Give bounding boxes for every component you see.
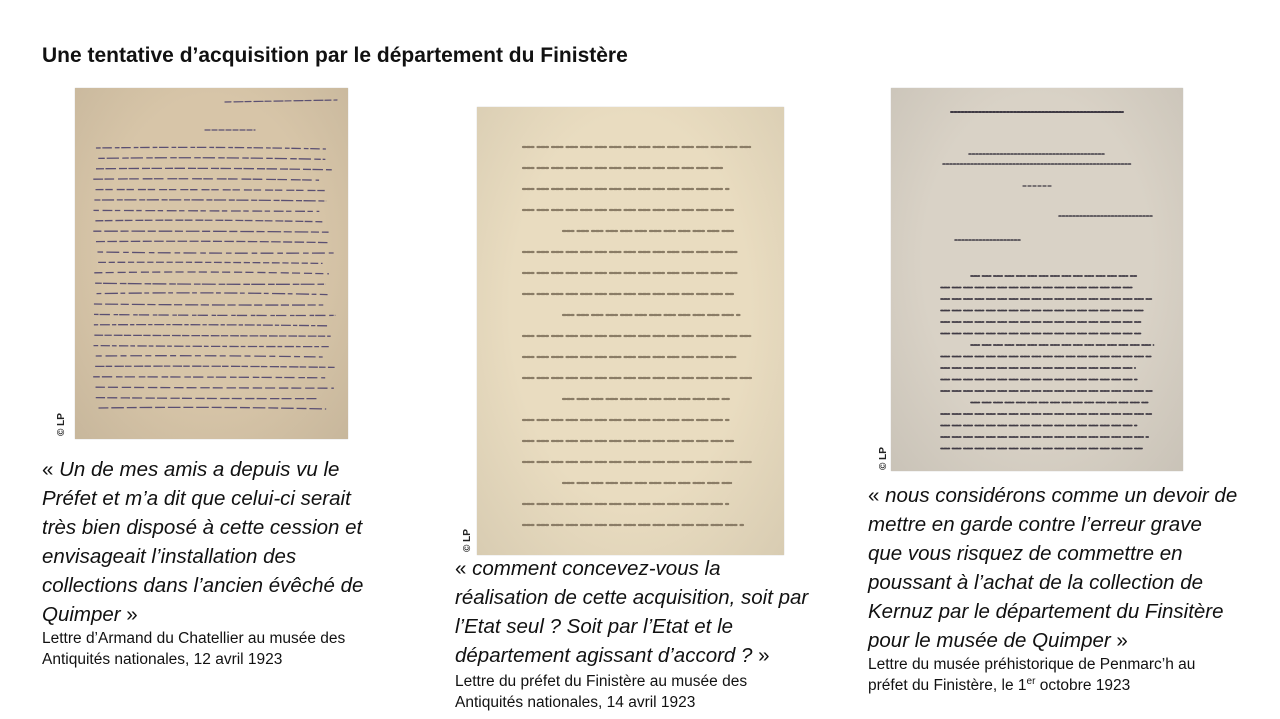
quote-open-mark: « bbox=[868, 484, 886, 507]
handwriting-stroke bbox=[94, 272, 329, 274]
handwriting-stroke bbox=[97, 293, 328, 295]
handwriting-stroke bbox=[93, 210, 319, 211]
handwriting-stroke bbox=[96, 147, 326, 149]
caption-line: Lettre d’Armand du Chatellier au musée des bbox=[42, 630, 346, 647]
photo-credit: © LP bbox=[878, 447, 889, 470]
handwriting-stroke bbox=[93, 231, 328, 232]
handwriting-stroke bbox=[98, 407, 326, 409]
handwriting-stroke bbox=[95, 283, 325, 284]
photo-credit: © LP bbox=[462, 529, 473, 552]
caption-line: Lettre du préfet du Finistère au musée des bbox=[455, 673, 748, 690]
letterhead-letter-image bbox=[891, 88, 1183, 471]
quote-text: comment concevez-vous la réalisation de cette acquisition, soit par l’Etat seul ? Soit par l’Etat et le département agissant d’accord ? bbox=[455, 557, 809, 667]
handwriting-stroke bbox=[96, 387, 334, 388]
handwriting-stroke bbox=[94, 335, 330, 336]
quote-close-mark: » bbox=[120, 603, 138, 626]
handwriting-stroke bbox=[93, 377, 325, 378]
handwriting-stroke bbox=[97, 252, 333, 253]
caption-line: Antiquités nationales, 14 avril 1923 bbox=[455, 694, 696, 711]
quote-text: nous considérons comme un devoir de mettre en garde contre l’erreur grave que vous risquez de commettre en poussant à l’achat de la collection de Kernuz par le département du Finsitère pour le musée de Quimper bbox=[868, 484, 1238, 652]
caption-line: préfet du Finistère, le 1er octobre 1923 bbox=[868, 675, 1131, 694]
handwriting-stroke bbox=[94, 346, 329, 347]
handwriting-stroke bbox=[94, 325, 327, 326]
handwriting-stroke bbox=[94, 314, 335, 315]
handwritten-letter-image bbox=[75, 88, 348, 439]
handwriting-stroke bbox=[93, 179, 319, 180]
slide-title: Une tentative d’acquisition par le département du Finistère bbox=[42, 44, 628, 67]
caption-musee-penmarch bbox=[868, 654, 1248, 696]
quote-close-mark: » bbox=[1110, 629, 1128, 652]
typewritten-letter-image bbox=[477, 107, 784, 555]
handwriting-stroke bbox=[96, 398, 319, 399]
handwriting-stroke bbox=[95, 220, 322, 222]
photo-credit: © LP bbox=[56, 413, 67, 436]
quote-prefet-finistere bbox=[455, 554, 815, 670]
caption-armand-du-chatellier bbox=[42, 628, 382, 670]
handwriting-stroke bbox=[96, 168, 332, 169]
quote-armand-du-chatellier bbox=[42, 455, 387, 629]
handwriting-stroke bbox=[95, 366, 334, 367]
handwriting-stroke bbox=[96, 241, 328, 242]
quote-close-mark: » bbox=[752, 644, 770, 667]
quote-text: Un de mes amis a depuis vu le Préfet et m’a dit que celui-ci serait très bien disposé à cette cession et envisageait l’installation des collections dans l’ancien évêché de Quimper bbox=[42, 458, 364, 626]
handwriting-stroke bbox=[96, 356, 323, 357]
quote-open-mark: « bbox=[455, 557, 473, 580]
handwriting-stroke bbox=[94, 200, 326, 201]
handwriting-stroke bbox=[94, 304, 323, 305]
handwriting-stroke bbox=[98, 158, 325, 160]
handwriting-stroke bbox=[98, 262, 322, 263]
handwriting-stroke bbox=[225, 100, 337, 102]
caption-prefet-finistere bbox=[455, 671, 795, 713]
quote-musee-penmarch bbox=[868, 481, 1238, 655]
caption-line: Antiquités nationales, 12 avril 1923 bbox=[42, 651, 283, 668]
handwriting-stroke bbox=[96, 190, 327, 191]
caption-line: Lettre du musée préhistorique de Penmarc’h au bbox=[868, 656, 1196, 673]
quote-open-mark: « bbox=[42, 458, 60, 481]
